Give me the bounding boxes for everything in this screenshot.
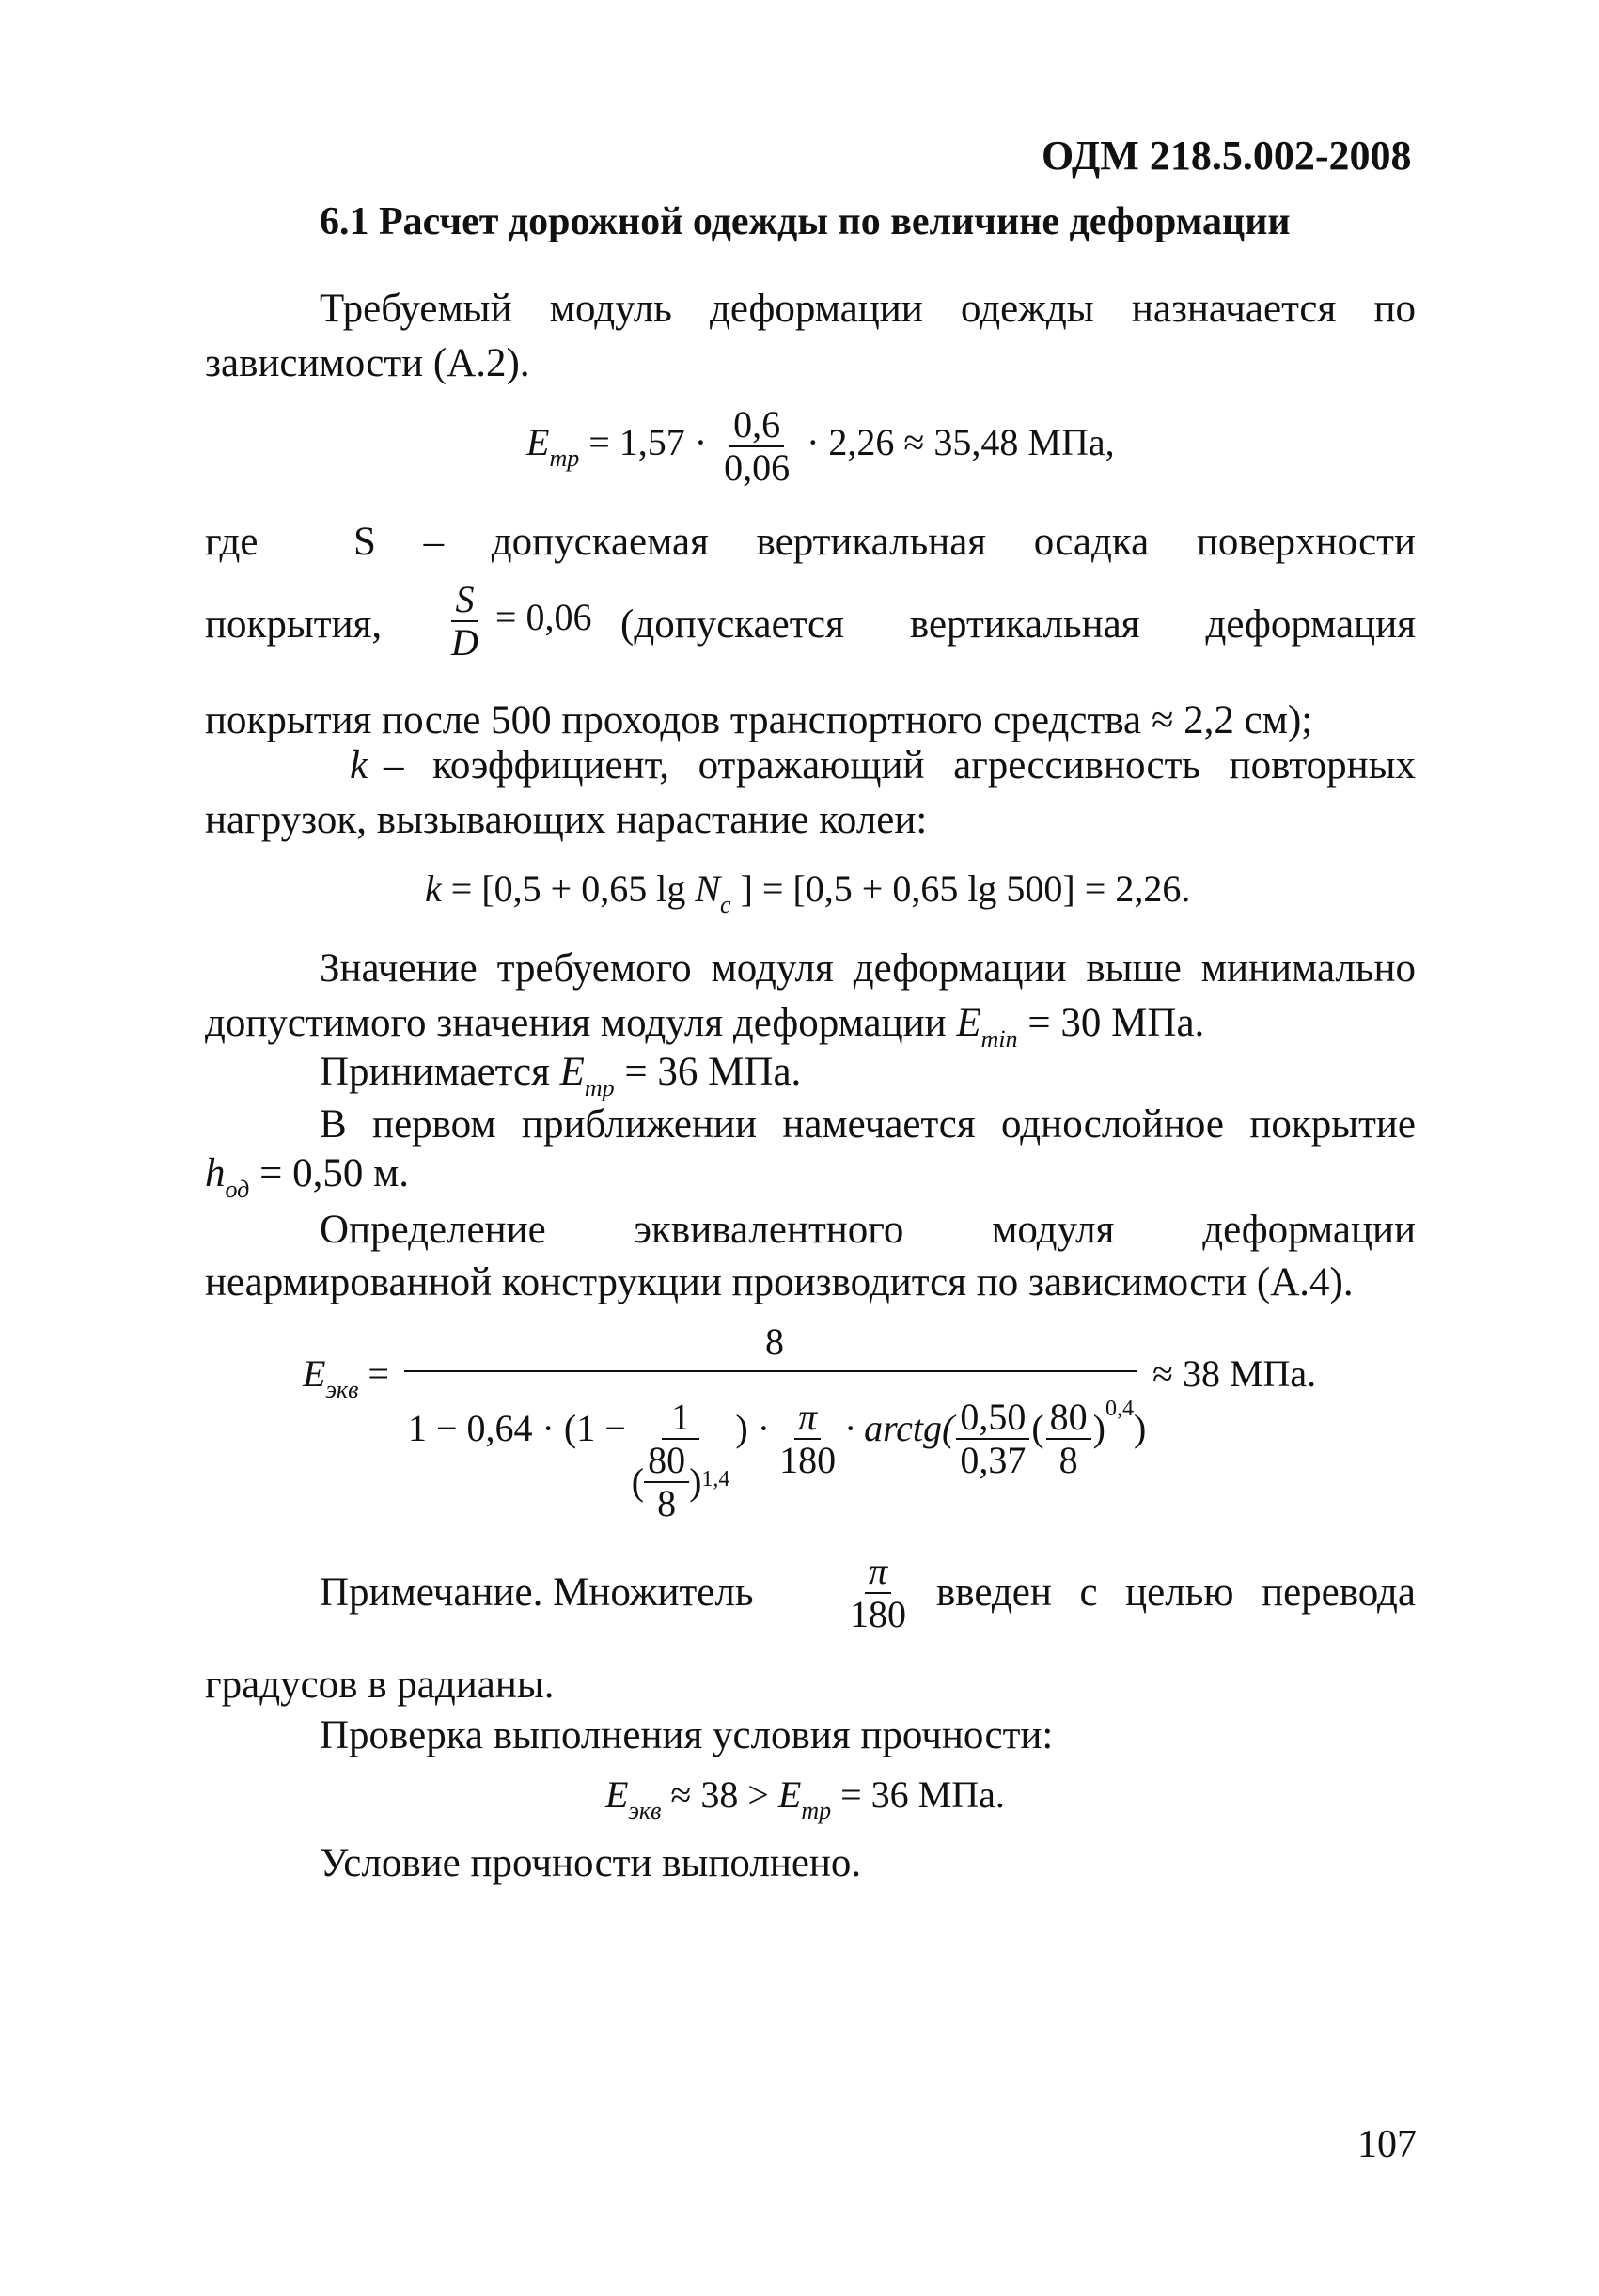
eq3-numerator: 8 xyxy=(765,1320,784,1363)
equation-strength-check xyxy=(605,1773,1005,1825)
paragraph-5-line-1: Определение эквивалентного модуля деформации xyxy=(320,1208,1416,1252)
note-pi-fraction xyxy=(842,1551,914,1635)
note-fraction xyxy=(846,1551,910,1635)
note-pi-num: π xyxy=(865,1551,891,1594)
p2-e: E xyxy=(956,1001,981,1045)
eq3-r-den: 0,37 xyxy=(960,1439,1027,1481)
eq4-end: = 36 МПа. xyxy=(840,1773,1005,1816)
eq3-result: ≈ 38 МПа. xyxy=(1152,1352,1317,1395)
conclusion: Условие прочности выполнено. xyxy=(320,1841,862,1885)
p4-value: = 0,50 м. xyxy=(259,1151,410,1195)
paragraph-2-line-1: Значение требуемого модуля деформации выше минимально xyxy=(320,946,1416,991)
p4-h: h xyxy=(205,1151,226,1195)
eq3-main-fraction-bar xyxy=(404,1370,1137,1372)
eq4-e2-sub: тр xyxy=(801,1797,832,1824)
eq2-part1: = [0,5 + 0,65 lg xyxy=(450,867,686,910)
eq3-inner-num: 1 xyxy=(662,1397,699,1440)
equation-k xyxy=(425,867,1190,919)
check-heading: Проверка выполнения условия прочности: xyxy=(320,1713,1054,1757)
eq1-fraction xyxy=(720,404,793,489)
sd-num: S xyxy=(451,579,478,622)
eq4-e1-sub: экв xyxy=(628,1797,662,1824)
eq3-80-over-8-b xyxy=(1046,1397,1091,1481)
where-word: где xyxy=(205,520,259,564)
eq2-n-sub: c xyxy=(720,891,731,918)
eq3-den-a: 1 − 0,64 · (1 − xyxy=(408,1407,626,1449)
p3-e: E xyxy=(559,1050,585,1094)
paragraph-1-line-1: Требуемый модуль деформации одежды назначается по xyxy=(320,287,1416,331)
equation-required-modulus xyxy=(526,404,1115,489)
k-line-1: – коэффициент, отражающий агрессивность повторных xyxy=(384,743,1416,788)
equation-equivalent-modulus xyxy=(299,1320,1371,1536)
eq3-80-over-8-a xyxy=(644,1440,689,1524)
eq3-ratio-fraction xyxy=(956,1397,1029,1481)
sd-fraction xyxy=(447,579,482,664)
sd-value: = 0,06 xyxy=(494,596,592,639)
eq3-inner-den-open: ( xyxy=(631,1460,645,1503)
eq3-lhs: E xyxy=(303,1352,326,1395)
eq3-r-num: 0,50 xyxy=(956,1397,1029,1440)
eq3-paren-open: ( xyxy=(1031,1407,1044,1449)
p2-text: допустимого значения модуля деформации xyxy=(205,1001,947,1045)
eq3-exp-0-4: 0,4 xyxy=(1105,1397,1134,1421)
eq3-den-b: ) · xyxy=(735,1407,771,1449)
eq3-80b: 80 xyxy=(1046,1397,1091,1440)
note-label: Примечание. Множитель xyxy=(320,1570,754,1615)
p2-value: = 30 МПа. xyxy=(1027,1001,1205,1045)
sd-den: D xyxy=(451,621,478,664)
eq3-arctg: · arctg( xyxy=(845,1407,955,1449)
sd-note: (допускается вертикальная деформация xyxy=(620,602,1416,647)
eq3-8b: 8 xyxy=(1058,1439,1078,1481)
eq3-inner-den xyxy=(632,1440,730,1524)
note-line-2: градусов в радианы. xyxy=(205,1663,555,1707)
eq3-lhs-sub: экв xyxy=(325,1376,359,1403)
eq2-part2: ] = [0,5 + 0,65 lg 500] = 2,26. xyxy=(740,867,1191,910)
eq3-inner-fraction xyxy=(632,1397,730,1524)
eq3-pi-den: 180 xyxy=(779,1439,837,1481)
eq1-rest: · 2,26 ≈ 35,48 МПа, xyxy=(807,421,1115,464)
eq3-paren-close: ) xyxy=(1092,1407,1105,1449)
note-text: введен с целью перевода xyxy=(936,1570,1416,1615)
document-code: ОДМ 218.5.002-2008 xyxy=(1042,133,1412,179)
eq3-denominator xyxy=(408,1397,1146,1524)
where-line-3: покрытия после 500 проходов транспортного средства ≈ 2,2 см); xyxy=(205,698,1313,742)
paragraph-5-line-2: неармированной конструкции производится по зависимости (А.4). xyxy=(205,1260,1354,1304)
p3-value: = 36 МПа. xyxy=(624,1050,802,1094)
eq4-e2: E xyxy=(777,1773,802,1816)
eq3-80a: 80 xyxy=(644,1440,689,1483)
k-line-2: нагрузок, вызывающих нарастание колеи: xyxy=(205,798,928,842)
covering-word: покрытия, xyxy=(205,602,383,647)
p4-h-sub: од xyxy=(225,1176,250,1203)
eq3-exp-1-4: 1,4 xyxy=(701,1467,730,1492)
s-over-d xyxy=(444,579,591,664)
paragraph-1-line-2: зависимости (А.2). xyxy=(205,341,530,385)
section-title: 6.1 Расчет дорожной одежды по величине деформации xyxy=(320,200,1291,243)
where-s-line: S – допускаемая вертикальная осадка поверхности xyxy=(353,520,1416,564)
eq1-coef: = 1,57 · xyxy=(588,421,708,464)
eq2-n: N xyxy=(695,867,721,910)
page-number: 107 xyxy=(1357,2123,1417,2166)
p2-e-sub: min xyxy=(980,1025,1018,1053)
p3-text: Принимается xyxy=(320,1050,550,1094)
eq1-lhs-sub: тр xyxy=(549,445,580,473)
eq2-lhs: k xyxy=(425,867,442,910)
eq4-mid: ≈ 38 > xyxy=(670,1773,769,1816)
paragraph-4-line-1: В первом приближении намечается однослойное покрытие xyxy=(320,1102,1416,1147)
eq1-frac-den: 0,06 xyxy=(724,446,791,489)
eq3-close: ) xyxy=(1134,1407,1147,1449)
p3-e-sub: тр xyxy=(584,1074,615,1101)
eq1-frac-num: 0,6 xyxy=(729,404,784,447)
k-variable: k xyxy=(350,743,368,788)
eq3-pi-fraction xyxy=(776,1397,839,1481)
eq3-inner-den-close: ) xyxy=(689,1460,702,1503)
eq3-8a: 8 xyxy=(657,1482,677,1524)
note-pi-den: 180 xyxy=(850,1593,906,1635)
eq1-lhs: E xyxy=(526,421,550,464)
eq4-e1: E xyxy=(605,1773,629,1816)
eq3-equals: = xyxy=(368,1352,389,1395)
eq3-pi-num: π xyxy=(794,1397,821,1440)
